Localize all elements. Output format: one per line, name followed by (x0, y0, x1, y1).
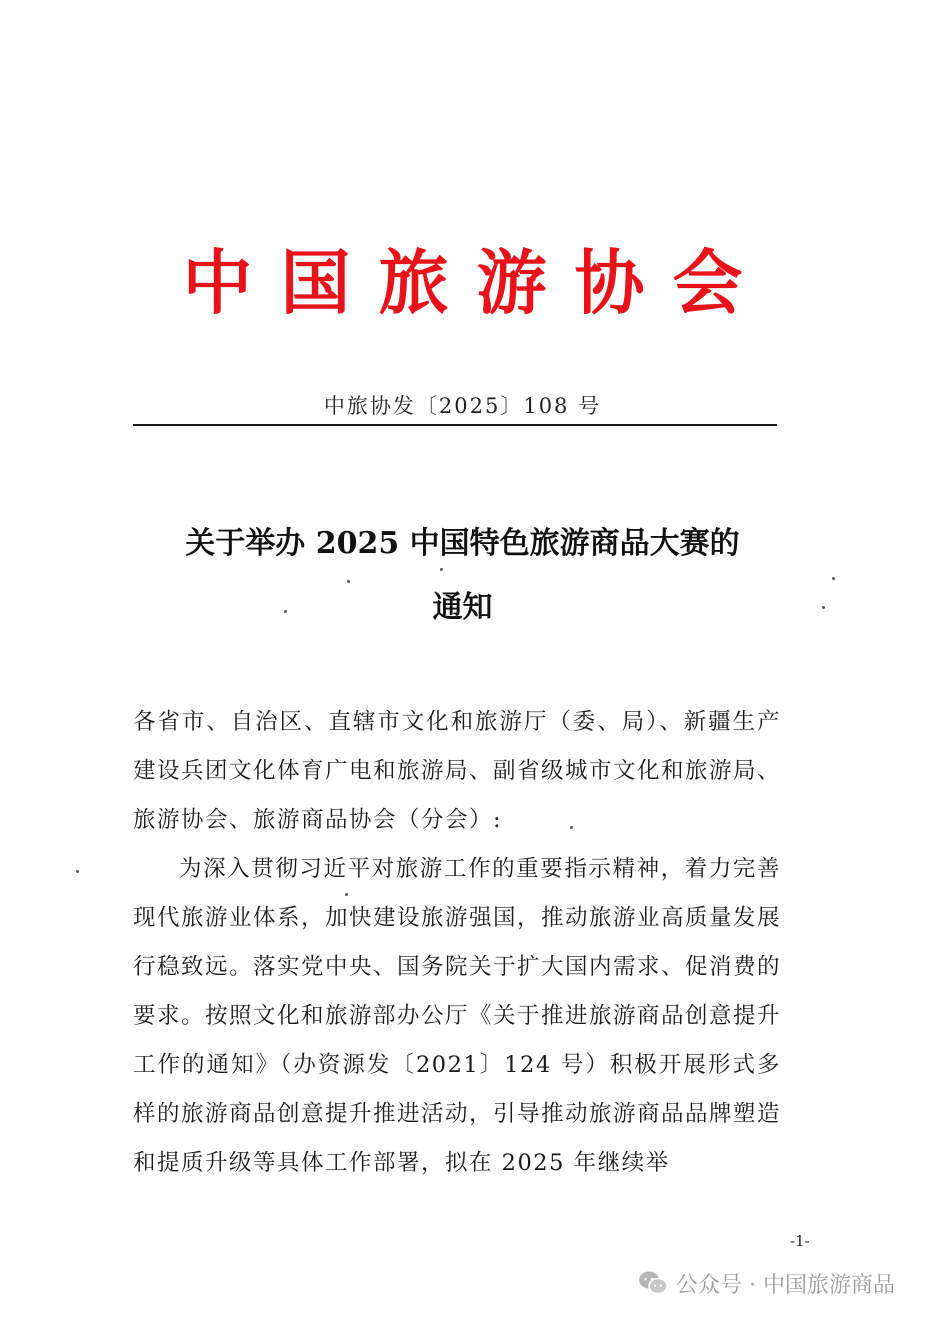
scan-speck (832, 577, 835, 580)
document-body (133, 698, 781, 1188)
scan-speck (570, 826, 573, 829)
watermark-text: 公众号 · 中国旅游商品 (676, 1272, 895, 1298)
title-line-2: 通知 (432, 590, 493, 625)
salutation: 各省市、自治区、直辖市文化和旅游厅（委、局）、新疆生产建设兵团文化体育广电和旅游局、副省级城市文化和旅游局、旅游协会、旅游商品协会（分会）: (133, 709, 782, 833)
document-title (0, 512, 925, 640)
org-masthead: 中国旅游协会 (182, 241, 771, 324)
title-line-1: 关于举办 2025 中国特色旅游商品大赛的 (185, 526, 740, 561)
wechat-icon (638, 1270, 668, 1296)
scan-speck (345, 893, 348, 896)
page-number: -1- (790, 1232, 810, 1250)
scan-speck (347, 580, 350, 583)
scan-speck (284, 610, 287, 613)
document-number: 中旅协发〔2025〕108 号 (323, 394, 602, 418)
scan-speck (76, 870, 79, 873)
wechat-watermark (638, 1266, 895, 1300)
scan-speck (440, 568, 443, 571)
header-divider (133, 424, 777, 426)
body-paragraph: 为深入贯彻习近平对旅游工作的重要指示精神，着力完善现代旅游业体系，加快建设旅游强国，推动旅游业高质量发展行稳致远。落实党中央、国务院关于扩大国内需求、促消费的要求。按照文化和旅游部办公厅《关于推进旅游商品创意提升工作的通知》（办资源发〔2021〕124 号）积极开展形式多样的旅游商品创意提升推进活动，引导推动旅游商品品牌塑造和提质升级等具体工作部署，拟在 2025 年继续举 (133, 856, 782, 1176)
scan-speck (822, 606, 825, 609)
